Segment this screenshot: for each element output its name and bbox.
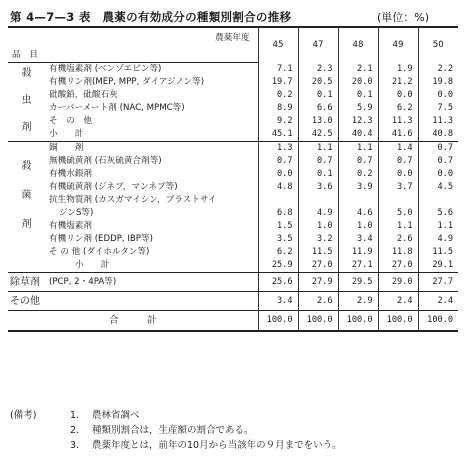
cell-value: 7.5 bbox=[418, 102, 458, 115]
cell-value: 100.0 bbox=[338, 311, 378, 332]
note-number: 1. bbox=[70, 410, 80, 421]
cell-value: 5.6 bbox=[418, 207, 458, 220]
herbicide-row bbox=[8, 273, 458, 292]
note-item bbox=[10, 408, 342, 423]
cell-value: 2.3 bbox=[298, 63, 338, 77]
cell-value: 0.1 bbox=[298, 89, 338, 102]
total-row bbox=[8, 311, 458, 332]
cell-value: 2.6 bbox=[298, 292, 338, 311]
item-name: 有機リン剤(MEP, MPP, ダイアジノン等) bbox=[49, 77, 205, 87]
cell-value: 0.0 bbox=[378, 168, 418, 181]
item-name: 銅 剤 bbox=[49, 143, 84, 153]
cell-value: 2.4 bbox=[378, 292, 418, 311]
cell-value: 1.1 bbox=[378, 220, 418, 233]
cell-value: 8.9 bbox=[258, 102, 298, 115]
fungicide-row bbox=[8, 233, 458, 246]
cell-value: 2.4 bbox=[418, 292, 458, 311]
cell-value: 0.0 bbox=[378, 89, 418, 102]
cell-value: 0.7 bbox=[338, 155, 378, 168]
cell-value: 5.9 bbox=[338, 102, 378, 115]
cell-value: 40.8 bbox=[418, 128, 458, 142]
item-name: 抗生物質剤 (カスガマイシン，ブラストサイ bbox=[49, 195, 217, 205]
cell-value: 4.9 bbox=[418, 233, 458, 246]
note-item bbox=[10, 438, 342, 453]
cell-value: 29.5 bbox=[338, 273, 378, 292]
insecticide-label bbox=[8, 63, 45, 142]
category-char: 殺 bbox=[21, 161, 32, 172]
cell-value: 12.3 bbox=[338, 115, 378, 128]
item-name: 有機塩素剤 bbox=[49, 221, 92, 231]
cell-value: 0.1 bbox=[338, 89, 378, 102]
cell-value: 45.1 bbox=[258, 128, 298, 142]
item-name: 有機水銀剤 bbox=[49, 169, 92, 179]
fungicide-row bbox=[8, 207, 458, 220]
fungicide-row bbox=[8, 142, 458, 156]
cell-value: 2.9 bbox=[338, 292, 378, 311]
others-row bbox=[8, 292, 458, 311]
fungicide-row bbox=[8, 155, 458, 168]
cell-value: 27.1 bbox=[338, 259, 378, 273]
cell-value: 11.5 bbox=[298, 246, 338, 259]
item-name: (PCP, 2・4PA等) bbox=[45, 273, 258, 292]
cell-value: 0.7 bbox=[418, 142, 458, 156]
cell-value: 11.3 bbox=[378, 115, 418, 128]
cell-value: 0.2 bbox=[338, 168, 378, 181]
cell-value: 0.0 bbox=[258, 168, 298, 181]
category-char: 殺 bbox=[21, 68, 32, 79]
cell-value: 27.9 bbox=[298, 273, 338, 292]
herbicide-label: 除草剤 bbox=[8, 273, 45, 292]
item-name-continued: ジンS等) bbox=[59, 208, 94, 218]
cell-value: 2.1 bbox=[338, 63, 378, 77]
cell-value: 3.4 bbox=[338, 233, 378, 246]
cell-value: 6.2 bbox=[258, 246, 298, 259]
cell-value: 42.5 bbox=[298, 128, 338, 142]
insecticide-subtotal-row bbox=[8, 128, 458, 142]
cell-value: 19.7 bbox=[258, 76, 298, 89]
cell-value: 3.5 bbox=[258, 233, 298, 246]
cell-value: 3.7 bbox=[378, 181, 418, 194]
cell-value: 5.0 bbox=[378, 207, 418, 220]
cell-value: 11.3 bbox=[418, 115, 458, 128]
note-number: 3. bbox=[70, 440, 80, 451]
cell-value: 27.7 bbox=[418, 273, 458, 292]
item-name: そ の 他 (ダイホルタン等) bbox=[49, 247, 150, 257]
cell-value: 1.9 bbox=[378, 63, 418, 77]
others-label: その他 bbox=[10, 295, 40, 307]
insecticide-row bbox=[8, 102, 458, 115]
cell-value: 6.2 bbox=[378, 102, 418, 115]
fungicide-row bbox=[8, 168, 458, 181]
cell-value: 3.2 bbox=[298, 233, 338, 246]
insecticide-row bbox=[8, 63, 458, 77]
cell-value: 0.0 bbox=[418, 89, 458, 102]
note-text: 農林省調べ bbox=[92, 410, 140, 421]
cell-value: 1.1 bbox=[338, 142, 378, 156]
cell-value: 6.6 bbox=[298, 102, 338, 115]
year-header: 45 bbox=[258, 27, 298, 63]
notes-section bbox=[10, 408, 342, 453]
cell-value: 4.9 bbox=[298, 207, 338, 220]
subtotal-label: 小 計 bbox=[45, 259, 258, 273]
cell-value: 100.0 bbox=[418, 311, 458, 332]
cell-value: 20.0 bbox=[338, 76, 378, 89]
cell-value: 4.8 bbox=[258, 181, 298, 194]
cell-value: 27.0 bbox=[298, 259, 338, 273]
cell-value: 100.0 bbox=[258, 311, 298, 332]
fungicide-row bbox=[8, 246, 458, 259]
category-char: 剤 bbox=[21, 122, 32, 133]
cell-value: 7.1 bbox=[258, 63, 298, 77]
cell-value: 1.1 bbox=[418, 220, 458, 233]
cell-value: 25.6 bbox=[258, 273, 298, 292]
cell-value: 0.0 bbox=[418, 168, 458, 181]
cell-value: 2.6 bbox=[378, 233, 418, 246]
cell-value: 1.3 bbox=[258, 142, 298, 156]
item-name: 無機硫黄剤 (石灰硫黄合剤等) bbox=[49, 156, 162, 166]
fungicide-row bbox=[8, 181, 458, 194]
cell-value: 3.9 bbox=[338, 181, 378, 194]
cell-value: 0.7 bbox=[378, 155, 418, 168]
category-char: 菌 bbox=[21, 190, 32, 201]
year-header: 50 bbox=[418, 27, 458, 63]
total-label: 合 計 bbox=[8, 311, 258, 332]
cell-value: 4.6 bbox=[338, 207, 378, 220]
year-header: 49 bbox=[378, 27, 418, 63]
cell-value: 3.6 bbox=[298, 181, 338, 194]
item-name: 有機リン剤 (EDDP, IBP等) bbox=[49, 234, 153, 244]
cell-value: 13.0 bbox=[298, 115, 338, 128]
year-header: 47 bbox=[298, 27, 338, 63]
note-text: 種類別割合は，生産額の割合である。 bbox=[92, 425, 254, 436]
cell-value: 2.2 bbox=[418, 63, 458, 77]
note-text: 農薬年度とは，前年の10月から当該年の９月までをいう。 bbox=[92, 440, 342, 451]
cell-value: 3.4 bbox=[258, 292, 298, 311]
cell-value: 0.7 bbox=[418, 155, 458, 168]
cell-value: 11.5 bbox=[418, 246, 458, 259]
cell-value: 100.0 bbox=[378, 311, 418, 332]
cell-value: 1.0 bbox=[338, 220, 378, 233]
year-header: 48 bbox=[338, 27, 378, 63]
cell-value: 27.0 bbox=[378, 259, 418, 273]
table-title: 第 4—7—3 表 農薬の有効成分の種類別割合の推移 bbox=[10, 10, 292, 24]
insecticide-row bbox=[8, 89, 458, 102]
unit-label: (単位：%) bbox=[377, 11, 430, 24]
subtotal-label: 小 計 bbox=[45, 128, 258, 142]
cell-value: 25.9 bbox=[258, 259, 298, 273]
fungicide-subtotal-row bbox=[8, 259, 458, 273]
cell-value: 11.9 bbox=[338, 246, 378, 259]
cell-value: 0.7 bbox=[298, 155, 338, 168]
cell-value: 20.5 bbox=[298, 76, 338, 89]
cell-value: 9.2 bbox=[258, 115, 298, 128]
insecticide-row bbox=[8, 76, 458, 89]
corner-bottom-label: 品 目 bbox=[8, 45, 258, 63]
cell-value: 1.1 bbox=[298, 142, 338, 156]
cell-value: 0.2 bbox=[258, 89, 298, 102]
item-name: カーバーメート剤 (NAC, MPMC等) bbox=[49, 103, 185, 113]
corner-top-label: 農薬年度 bbox=[8, 27, 258, 45]
cell-value: 4.5 bbox=[418, 181, 458, 194]
pesticide-table bbox=[8, 26, 458, 332]
insecticide-row bbox=[8, 115, 458, 128]
note-item bbox=[10, 423, 342, 438]
cell-value: 6.8 bbox=[258, 207, 298, 220]
item-name: そ の 他 bbox=[49, 116, 92, 126]
cell-value: 11.8 bbox=[378, 246, 418, 259]
cell-value: 40.4 bbox=[338, 128, 378, 142]
cell-value: 29.1 bbox=[418, 259, 458, 273]
category-char: 剤 bbox=[21, 219, 32, 230]
header-row bbox=[8, 27, 458, 45]
category-char: 虫 bbox=[21, 95, 32, 106]
cell-value: 1.4 bbox=[378, 142, 418, 156]
item-name: 有機塩素剤 (ベンゾエピン等) bbox=[49, 64, 162, 74]
note-number: 2. bbox=[70, 425, 80, 436]
cell-value: 0.7 bbox=[258, 155, 298, 168]
item-name: 有機硫黄剤 (ジネブ，マンネブ等) bbox=[49, 182, 178, 192]
cell-value: 19.8 bbox=[418, 76, 458, 89]
cell-value: 100.0 bbox=[298, 311, 338, 332]
notes-prefix: (備考) bbox=[10, 410, 37, 421]
fungicide-row bbox=[8, 220, 458, 233]
cell-value: 0.1 bbox=[298, 168, 338, 181]
cell-value: 29.0 bbox=[378, 273, 418, 292]
cell-value: 41.6 bbox=[378, 128, 418, 142]
cell-value: 21.2 bbox=[378, 76, 418, 89]
item-name: 砒酸鉛，砒酸石灰 bbox=[49, 90, 118, 100]
fungicide-label bbox=[8, 142, 45, 273]
fungicide-row bbox=[8, 194, 458, 207]
cell-value: 1.0 bbox=[298, 220, 338, 233]
cell-value: 1.5 bbox=[258, 220, 298, 233]
